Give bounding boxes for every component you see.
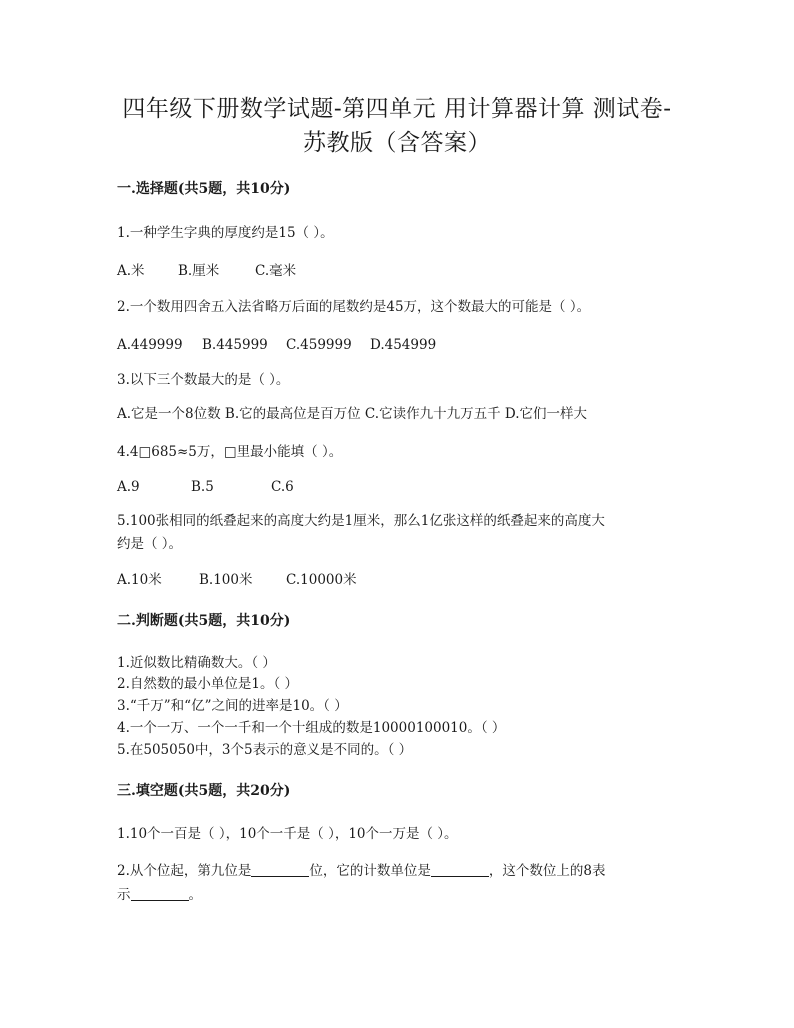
section-header-fill: 三.填空题(共5题，共20分) [117,783,291,799]
option-b: B.445999 [202,337,268,353]
fill-question-2-line-2 [117,886,202,904]
answer-blank [431,862,489,877]
judge-item-3: 3.“千万”和“亿”之间的进率是10。（ ） [117,698,348,714]
title-line-1: 四年级下册数学试题-第四单元 用计算器计算 测试卷- [122,96,672,122]
fill-question-1: 1.10个一百是（ ），10个一千是（ ），10个一万是（ ）。 [117,826,458,842]
option-c: C.6 [271,479,294,495]
option-b: B.厘米 [178,263,220,279]
option-a: A.10米 [117,572,162,588]
text-segment: ，这个数位上的8表 [488,863,606,879]
judge-item-5: 5.在505050中，3个5表示的意义是不同的。（ ） [117,742,413,758]
option-b: B.5 [191,479,214,495]
text-segment: 示 [117,887,131,903]
option-d: D.454999 [370,337,437,353]
judge-item-2: 2.自然数的最小单位是1。（ ） [117,676,299,692]
option-a: A.9 [117,479,140,495]
question-1-5-line-1: 5.100张相同的纸叠起来的高度大约是1厘米，那么1亿张这样的纸叠起来的高度大 [117,513,605,529]
question-1-2: 2.一个数用四舍五入法省略万后面的尾数约是45万，这个数最大的可能是（ ）。 [117,299,591,315]
page-title [60,92,734,160]
option-c: C.10000米 [286,572,357,588]
option-c: C.459999 [286,337,352,353]
answer-blank [251,862,309,877]
text-segment: 2.从个位起，第九位是 [117,863,252,879]
text-segment: 位，它的计数单位是 [309,863,431,879]
section-header-choice: 一.选择题(共5题，共10分) [117,181,291,197]
options-1-3: A.它是一个8位数 B.它的最高位是百万位 C.它读作九十九万五千 D.它们一样大 [117,406,587,422]
question-1-4: 4.4□685≈5万，□里最小能填（ ）。 [117,444,343,460]
judge-item-4: 4.一个一万、一个一千和一个十组成的数是10000100010。（ ） [117,720,506,736]
question-1-3: 3.以下三个数最大的是（ ）。 [117,372,290,388]
title-line-2: 苏教版（含答案） [303,130,491,156]
section-header-judge: 二.判断题(共5题，共10分) [117,613,291,629]
fill-question-2-line-1 [117,862,605,880]
question-1-1: 1.一种学生字典的厚度约是15（ ）。 [117,225,334,241]
question-1-5-line-2: 约是（ ）。 [117,536,183,552]
option-a: A.米 [117,263,145,279]
option-b: B.100米 [199,572,253,588]
option-a: A.449999 [117,337,183,353]
text-segment: 。 [188,887,202,903]
answer-blank [131,886,189,901]
judge-item-1: 1.近似数比精确数大。（ ） [117,655,276,671]
option-c: C.毫米 [255,263,297,279]
